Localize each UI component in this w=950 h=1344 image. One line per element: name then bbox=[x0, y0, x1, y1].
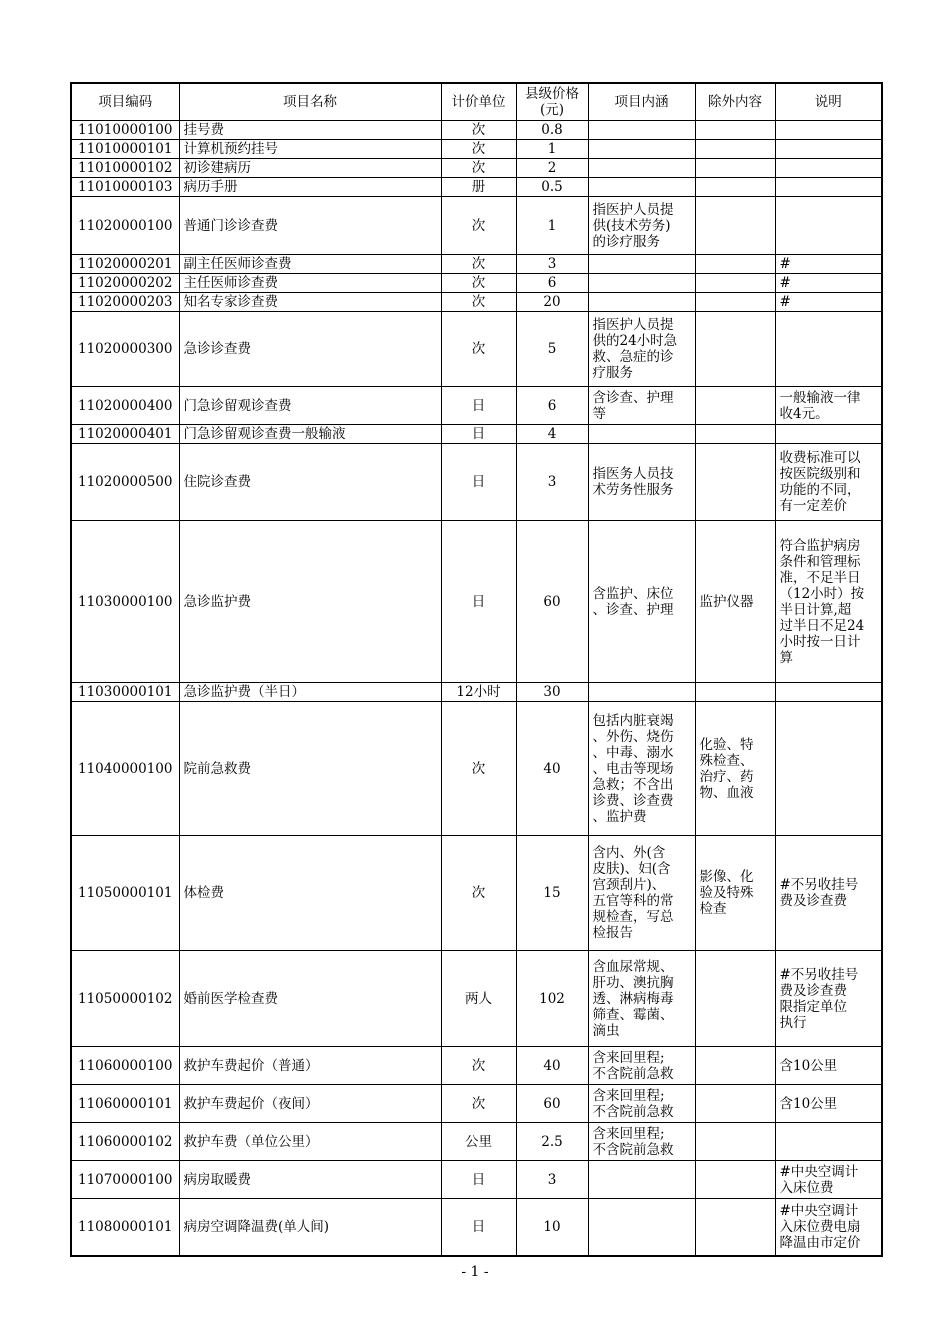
cell-name: 急诊诊查费 bbox=[179, 312, 441, 387]
cell-price: 0.5 bbox=[516, 178, 588, 197]
cell-note: 符合监护病房 条件和管理标 准，不足半日 （12小时）按 半日计算,超 过半日不足24 小时按一日计 算 bbox=[775, 521, 882, 683]
cell-unit: 次 bbox=[441, 1085, 516, 1123]
cell-content: 含内、外(含 皮肤)、妇(含 宫颈刮片)、 五官等科的常 规检查，写总 检报告 bbox=[588, 836, 695, 951]
table-row bbox=[71, 425, 882, 444]
cell-name: 副主任医师诊查费 bbox=[179, 255, 441, 274]
cell-content bbox=[588, 1161, 695, 1199]
cell-price: 2.5 bbox=[516, 1123, 588, 1161]
header-price: 县级价格 (元) bbox=[516, 83, 588, 121]
cell-price: 30 bbox=[516, 683, 588, 702]
cell-code: 11020000400 bbox=[71, 387, 179, 425]
page-number: - 1 - bbox=[461, 1264, 489, 1280]
price-table bbox=[70, 82, 883, 1257]
cell-code: 11020000201 bbox=[71, 255, 179, 274]
table-row bbox=[71, 836, 882, 951]
cell-note bbox=[775, 1123, 882, 1161]
cell-note: 收费标准可以 按医院级别和 功能的不同， 有一定差价 bbox=[775, 444, 882, 521]
cell-code: 11060000100 bbox=[71, 1047, 179, 1085]
cell-content bbox=[588, 293, 695, 312]
cell-exclusion bbox=[695, 274, 775, 293]
cell-price: 2 bbox=[516, 159, 588, 178]
table-row bbox=[71, 121, 882, 140]
cell-note: # bbox=[775, 274, 882, 293]
cell-exclusion: 化验、特 殊检查、 治疗、药 物、血液 bbox=[695, 702, 775, 836]
cell-note: 含10公里 bbox=[775, 1047, 882, 1085]
cell-name: 病历手册 bbox=[179, 178, 441, 197]
cell-price: 3 bbox=[516, 444, 588, 521]
cell-code: 11060000101 bbox=[71, 1085, 179, 1123]
cell-exclusion bbox=[695, 1047, 775, 1085]
header-unit: 计价单位 bbox=[441, 83, 516, 121]
cell-code: 11030000100 bbox=[71, 521, 179, 683]
cell-content bbox=[588, 683, 695, 702]
cell-content bbox=[588, 274, 695, 293]
cell-exclusion bbox=[695, 140, 775, 159]
cell-exclusion bbox=[695, 387, 775, 425]
cell-note: #中央空调计 入床位费 bbox=[775, 1161, 882, 1199]
cell-content: 含来回里程; 不含院前急救 bbox=[588, 1123, 695, 1161]
cell-note: #不另收挂号 费及诊查费 限指定单位 执行 bbox=[775, 951, 882, 1047]
cell-code: 11060000102 bbox=[71, 1123, 179, 1161]
cell-note: #中央空调计 入床位费电扇 降温由市定价 bbox=[775, 1199, 882, 1256]
cell-note: #不另收挂号 费及诊查费 bbox=[775, 836, 882, 951]
table-row bbox=[71, 140, 882, 159]
cell-price: 1 bbox=[516, 140, 588, 159]
cell-content bbox=[588, 178, 695, 197]
table-row bbox=[71, 274, 882, 293]
cell-exclusion bbox=[695, 159, 775, 178]
header-name: 项目名称 bbox=[179, 83, 441, 121]
cell-content: 含诊查、护理 等 bbox=[588, 387, 695, 425]
cell-name: 初诊建病历 bbox=[179, 159, 441, 178]
cell-unit: 次 bbox=[441, 140, 516, 159]
cell-unit: 次 bbox=[441, 1047, 516, 1085]
cell-exclusion bbox=[695, 1199, 775, 1256]
cell-content: 含血尿常规、 肝功、澳抗胸 透、淋病梅毒 筛查、霉菌、 滴虫 bbox=[588, 951, 695, 1047]
cell-code: 11050000102 bbox=[71, 951, 179, 1047]
table-row bbox=[71, 1085, 882, 1123]
cell-unit: 次 bbox=[441, 293, 516, 312]
table-row bbox=[71, 521, 882, 683]
cell-code: 11020000203 bbox=[71, 293, 179, 312]
header-row bbox=[71, 83, 882, 121]
cell-unit: 日 bbox=[441, 1199, 516, 1256]
cell-price: 3 bbox=[516, 255, 588, 274]
cell-note bbox=[775, 159, 882, 178]
cell-content: 含来回里程; 不含院前急救 bbox=[588, 1085, 695, 1123]
cell-name: 婚前医学检查费 bbox=[179, 951, 441, 1047]
cell-exclusion bbox=[695, 293, 775, 312]
cell-unit: 次 bbox=[441, 197, 516, 255]
cell-code: 11030000101 bbox=[71, 683, 179, 702]
cell-exclusion bbox=[695, 444, 775, 521]
cell-name: 知名专家诊查费 bbox=[179, 293, 441, 312]
table-row bbox=[71, 444, 882, 521]
cell-exclusion bbox=[695, 255, 775, 274]
cell-name: 救护车费（单位公里） bbox=[179, 1123, 441, 1161]
cell-code: 11040000100 bbox=[71, 702, 179, 836]
cell-content bbox=[588, 425, 695, 444]
cell-exclusion bbox=[695, 121, 775, 140]
cell-note bbox=[775, 702, 882, 836]
cell-code: 11010000101 bbox=[71, 140, 179, 159]
table-row bbox=[71, 951, 882, 1047]
cell-content bbox=[588, 1199, 695, 1256]
cell-name: 救护车费起价（普通） bbox=[179, 1047, 441, 1085]
cell-price: 40 bbox=[516, 1047, 588, 1085]
cell-name: 救护车费起价（夜间） bbox=[179, 1085, 441, 1123]
cell-unit: 次 bbox=[441, 274, 516, 293]
cell-exclusion bbox=[695, 425, 775, 444]
cell-note bbox=[775, 197, 882, 255]
cell-price: 15 bbox=[516, 836, 588, 951]
cell-unit: 次 bbox=[441, 836, 516, 951]
cell-name: 病房取暖费 bbox=[179, 1161, 441, 1199]
cell-note: # bbox=[775, 293, 882, 312]
cell-name: 急诊监护费（半日） bbox=[179, 683, 441, 702]
cell-name: 住院诊查费 bbox=[179, 444, 441, 521]
table-row bbox=[71, 1161, 882, 1199]
cell-unit: 日 bbox=[441, 387, 516, 425]
cell-exclusion: 影像、化 验及特殊 检查 bbox=[695, 836, 775, 951]
cell-name: 门急诊留观诊查费 bbox=[179, 387, 441, 425]
cell-unit: 日 bbox=[441, 521, 516, 683]
cell-unit: 次 bbox=[441, 121, 516, 140]
cell-note bbox=[775, 178, 882, 197]
cell-note bbox=[775, 683, 882, 702]
cell-content: 包括内脏衰竭 、外伤、烧伤 、中毒、溺水 、电击等现场 急救；不含出 诊费、诊查费 、监护费 bbox=[588, 702, 695, 836]
cell-content: 含监护、床位 、诊查、护理 bbox=[588, 521, 695, 683]
cell-price: 60 bbox=[516, 521, 588, 683]
cell-price: 4 bbox=[516, 425, 588, 444]
cell-code: 11010000102 bbox=[71, 159, 179, 178]
cell-exclusion bbox=[695, 197, 775, 255]
cell-unit: 12小时 bbox=[441, 683, 516, 702]
cell-unit: 公里 bbox=[441, 1123, 516, 1161]
cell-exclusion: 监护仪器 bbox=[695, 521, 775, 683]
header-exclusion: 除外内容 bbox=[695, 83, 775, 121]
cell-content: 指医务人员技 术劳务性服务 bbox=[588, 444, 695, 521]
cell-name: 普通门诊诊查费 bbox=[179, 197, 441, 255]
cell-name: 体检费 bbox=[179, 836, 441, 951]
cell-price: 20 bbox=[516, 293, 588, 312]
cell-price: 60 bbox=[516, 1085, 588, 1123]
cell-unit: 次 bbox=[441, 255, 516, 274]
table-row bbox=[71, 197, 882, 255]
cell-unit: 次 bbox=[441, 159, 516, 178]
cell-name: 门急诊留观诊查费一般输液 bbox=[179, 425, 441, 444]
cell-note bbox=[775, 312, 882, 387]
header-content: 项目内涵 bbox=[588, 83, 695, 121]
cell-code: 11020000500 bbox=[71, 444, 179, 521]
cell-name: 主任医师诊查费 bbox=[179, 274, 441, 293]
cell-exclusion bbox=[695, 1161, 775, 1199]
cell-price: 5 bbox=[516, 312, 588, 387]
table-body bbox=[71, 121, 882, 1256]
cell-exclusion bbox=[695, 1123, 775, 1161]
table-row bbox=[71, 702, 882, 836]
cell-unit: 两人 bbox=[441, 951, 516, 1047]
cell-name: 挂号费 bbox=[179, 121, 441, 140]
cell-code: 11010000100 bbox=[71, 121, 179, 140]
table-row bbox=[71, 387, 882, 425]
table-row bbox=[71, 683, 882, 702]
table-row bbox=[71, 312, 882, 387]
table-row bbox=[71, 1199, 882, 1256]
cell-price: 102 bbox=[516, 951, 588, 1047]
table-row bbox=[71, 178, 882, 197]
cell-content bbox=[588, 121, 695, 140]
cell-note: # bbox=[775, 255, 882, 274]
cell-note: 一般输液一律 收4元。 bbox=[775, 387, 882, 425]
cell-code: 11020000300 bbox=[71, 312, 179, 387]
cell-note: 含10公里 bbox=[775, 1085, 882, 1123]
cell-content bbox=[588, 140, 695, 159]
table-row bbox=[71, 1047, 882, 1085]
cell-content: 含来回里程; 不含院前急救 bbox=[588, 1047, 695, 1085]
cell-exclusion bbox=[695, 683, 775, 702]
cell-content: 指医护人员提 供(技术劳务) 的诊疗服务 bbox=[588, 197, 695, 255]
header-code: 项目编码 bbox=[71, 83, 179, 121]
cell-price: 40 bbox=[516, 702, 588, 836]
cell-unit: 次 bbox=[441, 312, 516, 387]
cell-unit: 日 bbox=[441, 1161, 516, 1199]
cell-code: 11010000103 bbox=[71, 178, 179, 197]
cell-unit: 册 bbox=[441, 178, 516, 197]
cell-code: 11050000101 bbox=[71, 836, 179, 951]
table-row bbox=[71, 293, 882, 312]
cell-note bbox=[775, 121, 882, 140]
header-note: 说明 bbox=[775, 83, 882, 121]
table-row bbox=[71, 255, 882, 274]
cell-price: 6 bbox=[516, 387, 588, 425]
cell-exclusion bbox=[695, 178, 775, 197]
cell-name: 急诊监护费 bbox=[179, 521, 441, 683]
cell-content bbox=[588, 255, 695, 274]
cell-code: 11020000202 bbox=[71, 274, 179, 293]
table-row bbox=[71, 159, 882, 178]
cell-code: 11020000401 bbox=[71, 425, 179, 444]
cell-name: 计算机预约挂号 bbox=[179, 140, 441, 159]
cell-exclusion bbox=[695, 1085, 775, 1123]
cell-unit: 日 bbox=[441, 444, 516, 521]
cell-price: 10 bbox=[516, 1199, 588, 1256]
cell-code: 11070000100 bbox=[71, 1161, 179, 1199]
cell-code: 11080000101 bbox=[71, 1199, 179, 1256]
cell-exclusion bbox=[695, 312, 775, 387]
cell-code: 11020000100 bbox=[71, 197, 179, 255]
cell-price: 3 bbox=[516, 1161, 588, 1199]
cell-unit: 日 bbox=[441, 425, 516, 444]
cell-note bbox=[775, 425, 882, 444]
cell-price: 0.8 bbox=[516, 121, 588, 140]
cell-content bbox=[588, 159, 695, 178]
cell-name: 院前急救费 bbox=[179, 702, 441, 836]
cell-price: 1 bbox=[516, 197, 588, 255]
cell-note bbox=[775, 140, 882, 159]
cell-exclusion bbox=[695, 951, 775, 1047]
cell-unit: 次 bbox=[441, 702, 516, 836]
cell-name: 病房空调降温费(单人间) bbox=[179, 1199, 441, 1256]
cell-content: 指医护人员提 供的24小时急 救、急症的诊 疗服务 bbox=[588, 312, 695, 387]
table-row bbox=[71, 1123, 882, 1161]
cell-price: 6 bbox=[516, 274, 588, 293]
